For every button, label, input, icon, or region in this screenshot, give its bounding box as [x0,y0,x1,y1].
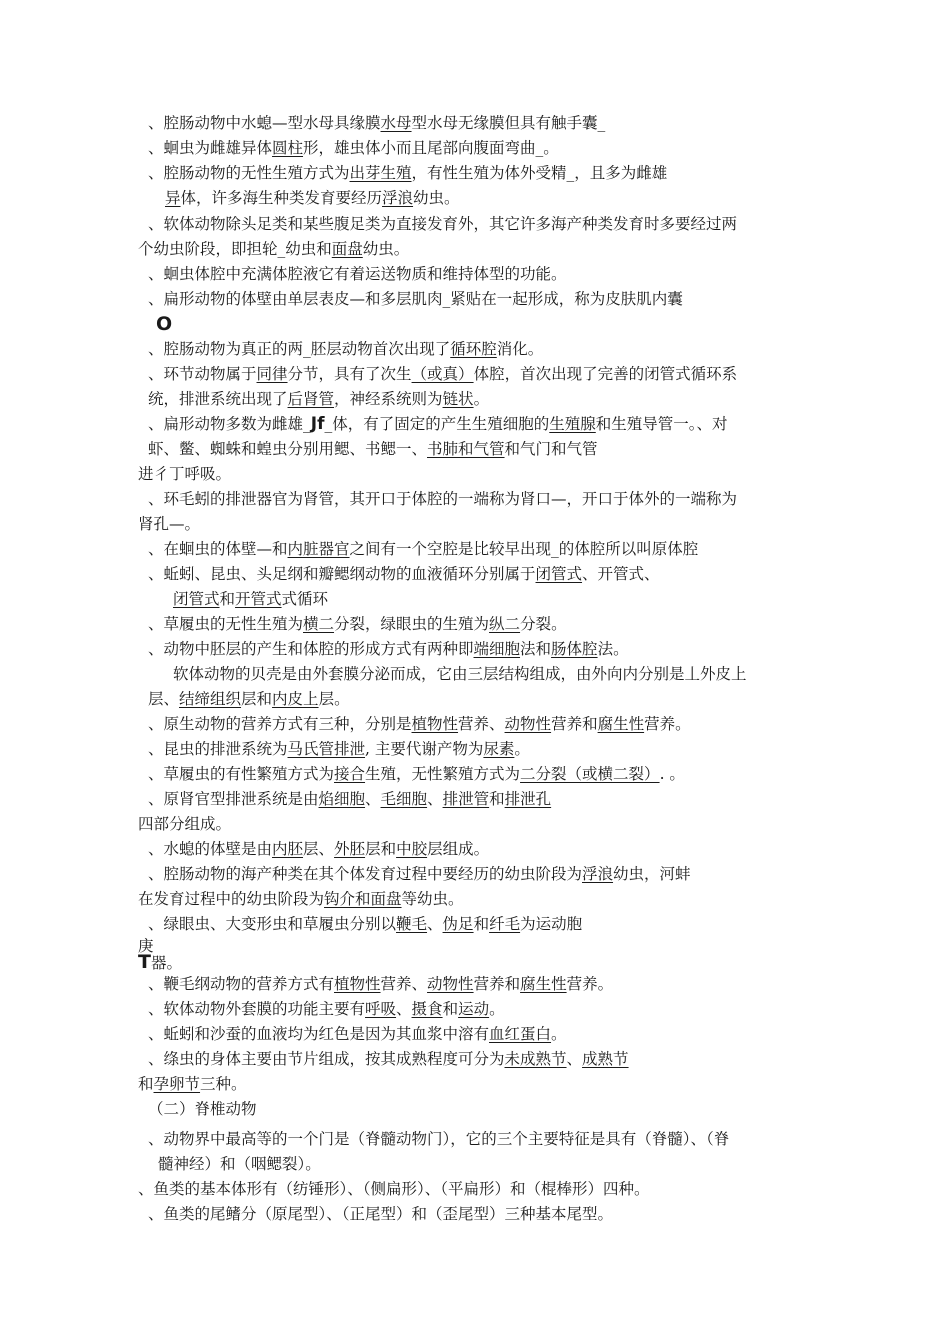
text-segment: 进彳丁呼吸。 [138,465,232,483]
text-line [148,788,551,810]
text-segment: 肾孔—。 [138,515,201,533]
underlined-answer: 血红蛋白 [489,1025,552,1043]
text-segment: 、 [566,1050,583,1068]
text-segment: 、草履虫的有性繁殖方式为 [148,765,335,783]
text-line [138,1073,247,1095]
text-line [148,388,489,410]
underlined-answer: 出芽生殖 [349,164,412,182]
text-segment: 和气门和气管 [504,440,598,458]
text-line [148,363,737,385]
underlined-answer: 纵二 [489,615,521,633]
text-segment: 、蛔虫体腔中充满体腔液它有着运送物质和维持体型的功能。 [148,265,567,283]
text-segment: 器。 [150,954,182,972]
underlined-answer: 外胚 [334,840,366,858]
text-segment: 、 [427,790,443,808]
underlined-answer: 钩介和面盘 [324,890,402,908]
text-line [148,213,737,235]
underlined-answer: 植物性 [334,975,381,993]
text-segment: （二）脊椎动物 [148,1100,257,1118]
text-segment: 和 [442,1000,459,1018]
text-line [148,998,505,1020]
text-line [148,913,582,935]
text-segment: 营养和 [551,715,598,733]
underlined-answer: 后肾管 [287,390,335,408]
text-segment: 、昆虫的排泄系统为 [148,740,288,758]
text-segment: 、绿眼虫、大变形虫和草履虫分别以 [148,915,397,933]
text-segment: 、腔肠动物中水螅—型水母具缘膜 [148,114,381,132]
underlined-answer: 未成熟节 [504,1050,567,1068]
underlined-answer: 内胚 [272,840,304,858]
text-segment: 、鞭毛纲动物的营养方式有 [148,975,335,993]
underlined-answer: 马氏管排泄 [287,740,366,758]
underlined-answer: 浮浪 [382,189,414,207]
text-segment: 分节，具有了次生 [287,365,412,383]
text-line [148,638,629,660]
underlined-answer: 摄食 [411,1000,443,1018]
text-line [148,1098,257,1120]
text-segment: 体腔，首次出现了完善的闭管式循环系 [473,365,738,383]
text-segment: ，神经系统则为 [334,390,443,408]
text-segment: 层。 [318,690,350,708]
underlined-answer: 水母 [380,114,412,132]
underlined-answer: 动物性 [427,975,474,993]
text-line [148,488,737,510]
underlined-answer: 肠体腔 [551,640,598,658]
text-segment: 和 [219,590,236,608]
underlined-answer: 鞭毛 [396,915,428,933]
underlined-answer: 植物性 [411,715,459,733]
text-segment: 法。 [597,640,629,658]
text-line [173,588,328,610]
underlined-answer: 横二 [303,615,335,633]
text-segment: 法和 [520,640,552,658]
text-line [148,763,685,785]
text-segment: 软体动物的贝壳是由外套膜分泌而成，它由三层结构组成，由外向内分别是丄外皮上 [173,665,747,683]
text-segment: 个幼虫阶段，即担轮_幼虫和 [138,240,332,258]
text-segment: 消化。 [496,340,544,358]
text-segment: 等幼虫。 [401,890,464,908]
text-segment: 分裂。 [520,615,567,633]
text-segment: 营养。 [566,975,614,993]
text-segment: 、环毛蚓的排泄器官为肾管，其开口于体腔的一端称为肾口—，开口于体外的一端称为 [148,490,738,508]
underlined-answer: 呼吸 [365,1000,397,1018]
text-segment: 三种。 [200,1075,247,1093]
text-segment: 、鱼类的尾鳍分（原尾型）、（正尾型）和（歪尾型）三种基本尾型。 [148,1205,614,1223]
text-segment: 生殖，无性繁殖方式为 [365,765,521,783]
text-segment: 、腔肠动物的无性生殖方式为 [148,164,350,182]
underlined-answer: 内脏器官 [287,540,350,558]
text-segment: 、原肾官型排泄系统是由 [148,790,319,808]
text-segment: _体，有了固定的产生生殖细胞的 [324,415,550,433]
text-line [148,613,567,635]
text-segment: 。 [489,1000,505,1018]
text-segment: 、动物界中最高等的一个门是（脊髓动物门），它的三个主要特征是具有（脊髓）、（脊 [148,1130,730,1148]
text-segment: 虾、鳖、蜘蛛和蝗虫分别用鳃、书鳃一、 [148,440,428,458]
underlined-answer: 孕卵节 [153,1075,201,1093]
underlined-answer: 成熟节 [582,1050,629,1068]
text-segment: Jf [310,414,325,434]
text-segment: 之间有一个空腔是比较早出现_的体腔所以叫原体腔 [349,540,699,558]
text-segment: 。 [514,740,530,758]
underlined-answer: 循环腔 [450,340,497,358]
text-segment: 层、 [148,690,180,708]
underlined-answer: 异 [165,189,181,207]
text-line [148,563,660,585]
underlined-answer: （或真） [411,365,474,383]
underlined-answer: 排泄孔 [504,790,552,808]
underlined-answer: 链状 [442,390,474,408]
text-line [138,1178,650,1200]
text-segment: 髓神经）和（咽鳃裂）。 [158,1155,321,1173]
underlined-answer: 尿素 [483,740,515,758]
text-segment: 、软体动物除头足类和某些腹足类为直接发育外，其它许多海产种类发育时多要经过两 [148,215,738,233]
text-segment: 营养。 [644,715,691,733]
text-line [148,413,728,435]
text-segment: 、原生动物的营养方式有三种，分别是 [148,715,412,733]
underlined-answer: 闭管式 [173,590,220,608]
underlined-answer: 焰细胞 [318,790,366,808]
text-line [148,288,683,310]
text-line [158,1153,321,1175]
text-segment: T [138,951,151,973]
text-line [138,513,200,535]
text-segment: 、在蛔虫的体壁—和 [148,540,288,558]
underlined-answer: 动物性 [504,715,552,733]
text-segment: 层和 [365,840,397,858]
underlined-answer: 中胶 [396,840,428,858]
text-segment: 分裂，绿眼虫的生殖为 [334,615,490,633]
text-segment: 、 [427,915,443,933]
text-segment: 。 [551,1025,567,1043]
underlined-answer: 运动 [458,1000,490,1018]
text-line [173,663,747,685]
text-line [148,973,613,995]
text-line [148,438,598,460]
text-segment: 层、 [303,840,335,858]
underlined-answer: 开管式 [235,590,282,608]
text-line [156,313,172,336]
underlined-answer: 腐生性 [520,975,567,993]
underlined-answer: 伪足 [442,915,474,933]
text-segment: 、扁形动物的体壁由单层表皮—和多层肌肉_紧贴在一起形成，称为皮肤肌内囊 [148,290,683,308]
text-segment: 、蚯蚓和沙蚕的血液均为红色是因为其血浆中溶有 [148,1025,490,1043]
text-segment: 和 [489,790,505,808]
underlined-answer: 圆柱 [272,139,304,157]
underlined-answer: 浮浪 [582,865,614,883]
text-line [148,838,489,860]
text-segment: 、 [365,790,381,808]
text-segment: 层和 [241,690,273,708]
text-segment: 体，许多海生种类发育要经历 [180,189,383,207]
text-line [138,951,182,974]
text-line [138,888,464,910]
text-segment: 形，雄虫体小而且尾部向腹面弯曲_。 [303,139,559,157]
text-segment: 幼虫，河蚌 [613,865,691,883]
text-line [148,738,530,760]
text-line [148,1048,629,1070]
underlined-answer: 排泄管 [442,790,490,808]
underlined-answer: 生殖腺 [549,415,596,433]
text-segment: 营养、 [380,975,428,993]
text-segment: 、绦虫的身体主要由节片组成，按其成熟程度可分为 [148,1050,505,1068]
text-segment: 和 [473,915,490,933]
text-line [148,1203,613,1225]
text-segment: 。 [473,390,490,408]
text-line [148,112,605,134]
text-segment: 、软体动物外套膜的功能主要有 [148,1000,366,1018]
text-segment: 庚 [138,937,154,955]
underlined-answer: 端细胞 [473,640,521,658]
text-line [148,1128,729,1150]
underlined-answer: 接合 [334,765,366,783]
text-segment: 在发育过程中的幼虫阶段为 [138,890,325,908]
text-line [148,538,698,560]
text-segment: 、腔肠动物为真正的两_胚层动物首次出现了 [148,340,451,358]
text-segment: 、腔肠动物的海产种类在其个体发育过程中要经历的幼虫阶段为 [148,865,583,883]
text-line [148,1023,567,1045]
text-segment: 、草履虫的无性生殖为 [148,615,304,633]
text-segment: 和生殖导管一。、对 [595,415,728,433]
text-segment: 四部分组成。 [138,815,232,833]
underlined-answer: 二分裂（或横二裂） [520,765,660,783]
text-segment: 和 [138,1075,154,1093]
text-segment: 营养、 [458,715,505,733]
text-segment: ，有性生殖为体外受精_，且多为雌雄 [411,164,668,182]
text-line [148,162,667,184]
text-segment: 、扁形动物多数为雌雄_ [148,415,311,433]
text-segment: 、环节动物属于 [148,365,257,383]
text-segment: 型水母无缘膜但具有触手囊_ [411,114,606,132]
text-segment: 层组成。 [427,840,490,858]
text-segment: 、蛔虫为雌雄异体 [148,139,273,157]
underlined-answer: 内皮上 [272,690,319,708]
text-line [138,238,409,260]
underlined-answer: 毛细胞 [380,790,428,808]
text-segment: 、水螅的体壁是由 [148,840,273,858]
text-segment: O [156,313,173,335]
text-segment: 、蚯蚓、昆虫、头足纲和瓣鳃纲动物的血液循环分别属于 [148,565,536,583]
text-segment: 营养和 [473,975,521,993]
underlined-answer: 闭管式 [535,565,583,583]
text-segment: 式循环 [281,590,329,608]
underlined-answer: 面盘 [331,240,363,258]
text-segment: 统，排泄系统出现了 [148,390,288,408]
text-segment: 幼虫。 [413,189,460,207]
text-segment: 幼虫。 [362,240,410,258]
text-segment: 、 [396,1000,412,1018]
text-line [148,863,691,885]
text-line [148,688,350,710]
underlined-answer: 纤毛 [489,915,521,933]
underlined-answer: 结缔组织 [179,690,242,708]
text-segment: 、开管式、 [582,565,660,583]
underlined-answer: 腐生性 [597,715,645,733]
text-line [148,713,691,735]
text-line [138,463,231,485]
text-segment: 、鱼类的基本体形有（纺锤形）、（侧扁形）、（平扁形）和（棍棒形）四种。 [138,1180,650,1198]
underlined-answer: 书肺和气管 [427,440,505,458]
underlined-answer: 同律 [256,365,288,383]
text-line [148,137,559,159]
text-segment: , 主要代谢产物为 [365,740,484,758]
text-segment: 为运动胞 [520,915,583,933]
text-line [148,338,543,360]
text-line [138,813,231,835]
text-segment: 、动物中胚层的产生和体腔的形成方式有两种即 [148,640,474,658]
text-line [165,187,460,209]
text-segment: . 。 [659,765,685,783]
text-line [148,263,567,285]
